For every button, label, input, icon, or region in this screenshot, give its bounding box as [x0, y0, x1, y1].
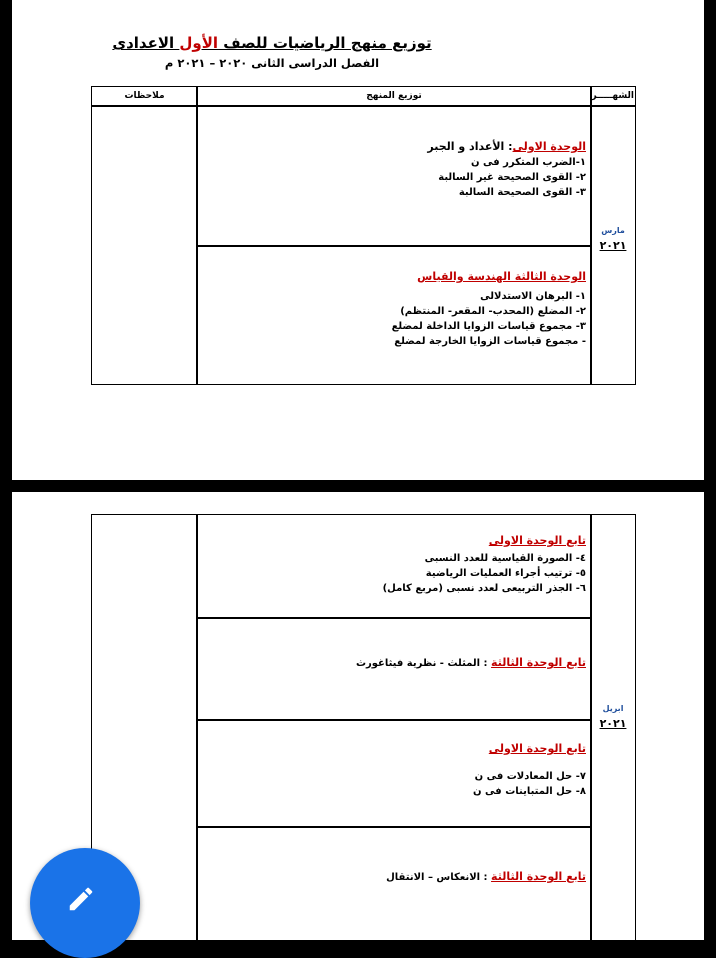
row-divider: [196, 245, 591, 247]
curriculum-section: [202, 140, 586, 200]
header-divider: [91, 105, 636, 107]
month-year: ٢٠٢١: [599, 239, 627, 252]
curriculum-section: [202, 534, 586, 596]
month-name: مارس: [601, 226, 625, 235]
curriculum-section: [202, 870, 586, 883]
lesson-line: ١-الضرب المتكرر فى ن: [471, 157, 586, 168]
unit-heading: تابع الوحدة الثالثة : الانعكاس – الانتقال: [386, 870, 586, 883]
row-divider: [196, 826, 591, 828]
lesson-line: ٣- القوى الصحيحة السالبة: [458, 187, 586, 198]
document-page-1: [12, 0, 704, 480]
edit-button[interactable]: [30, 848, 140, 958]
lesson-line: ٢- المضلع (المحدب- المقعر- المنتظم): [400, 306, 586, 317]
row-divider: [196, 617, 591, 619]
lesson-line: ٣- مجموع قياسات الزوايا الداخلة لمضلع: [391, 321, 586, 332]
header-month: الشهـــــر: [591, 91, 634, 101]
lesson-line: ١- البرهان الاستدلالى: [480, 291, 586, 302]
document-subtitle: الفصل الدراسى الثانى ٢٠٢٠ – ٢٠٢١ م: [164, 56, 380, 70]
unit-heading: تابع الوحدة الاولى: [488, 742, 586, 755]
lesson-line: ٥- ترتيب أجراء العمليات الرياضية: [425, 568, 586, 579]
row-divider: [196, 719, 591, 721]
curriculum-section: [202, 270, 586, 349]
lesson-line: ٧- حل المعادلات فى ن: [474, 771, 586, 782]
lesson-line: - مجموع قياسات الزوايا الخارجة لمضلع: [394, 336, 586, 347]
pencil-icon: [66, 884, 96, 914]
lesson-line: ٢- القوى الصحيحة غير السالبة: [438, 172, 586, 183]
unit-heading: تابع الوحدة الثالثة : المثلث - نظرية فيثاغورث: [355, 656, 586, 669]
document-title: توزيع منهج الرياضيات للصف الأول الاعدادى: [112, 34, 432, 52]
month-year: ٢٠٢١: [599, 717, 627, 730]
unit-heading: الوحدة الثالثة الهندسة والقياس: [417, 270, 586, 283]
lesson-line: ٨- حل المتباينات فى ن: [473, 786, 586, 797]
unit-heading: تابع الوحدة الاولى: [488, 534, 586, 547]
month-cell: [592, 704, 634, 730]
lesson-line: ٤- الصورة القياسية للعدد النسبى: [424, 553, 586, 564]
unit-heading: الوحدة الاولى: الأعداد و الجبر: [427, 140, 586, 153]
header-notes: ملاحظات: [124, 91, 165, 101]
month-name: ابريل: [602, 704, 624, 713]
column-divider: [196, 86, 198, 385]
curriculum-section: [202, 656, 586, 669]
column-divider: [196, 514, 198, 940]
header-curriculum: توزيع المنهج: [366, 91, 422, 101]
month-cell: [592, 226, 634, 252]
lesson-line: ٦- الجذر التربيعى لعدد نسبى (مربع كامل): [382, 583, 586, 594]
curriculum-section: [202, 742, 586, 799]
